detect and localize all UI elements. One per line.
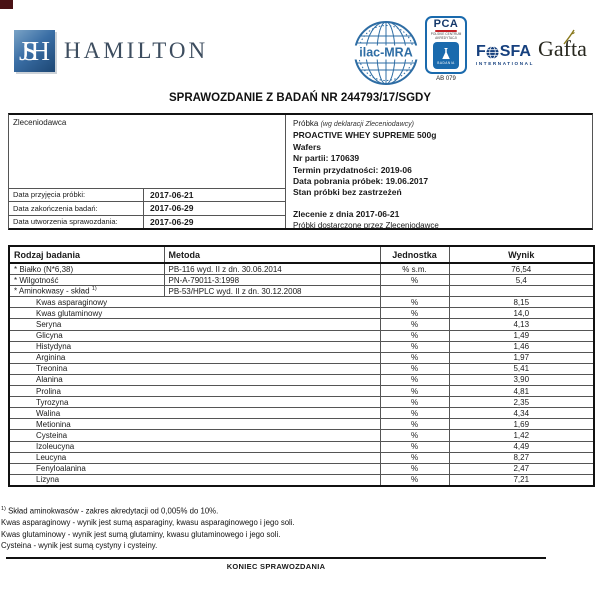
result-cell-text: 2,47: [513, 464, 530, 474]
analysis-name-cell: [9, 441, 380, 452]
fosfa-subtitle: INTERNATIONAL: [476, 61, 534, 66]
sample-collection-date: Data pobrania próbek: 19.06.2017: [293, 176, 429, 187]
date-label: Data utworzenia sprawozdania:: [13, 217, 118, 227]
globe-icon: [486, 46, 499, 59]
analysis-name-cell: [9, 297, 380, 308]
analysis-name-cell-text: Izoleucyna: [36, 442, 75, 452]
unit-cell-text: %: [410, 430, 419, 440]
unit-cell-text: %: [410, 353, 419, 363]
result-cell-text: 8,27: [513, 453, 530, 463]
pca-title: PCA: [433, 18, 459, 30]
sample-label: Próbka: [293, 119, 319, 128]
results-table: [8, 245, 595, 487]
date-label: Data przyjęcia próbki:: [13, 190, 86, 200]
unit-cell: [380, 263, 449, 275]
sample-label-note: (wg deklaracji Zleceniodawcy): [320, 121, 414, 128]
table-row: [9, 286, 594, 297]
date-value: 2017-06-29: [143, 216, 285, 229]
analysis-name-cell: [9, 330, 380, 341]
result-cell-text: 1,49: [513, 331, 530, 341]
footnote-ref: 1): [91, 286, 97, 293]
analysis-name-cell: [9, 430, 380, 441]
sample-expiry: Termin przydatności: 2019-06: [293, 164, 412, 175]
analysis-name-cell-text: Alanina: [36, 375, 63, 385]
unit-cell-text: %: [410, 320, 419, 330]
analysis-name-cell: [9, 352, 380, 363]
date-row: [9, 201, 285, 215]
result-cell: [449, 263, 594, 275]
table-row: [9, 408, 594, 419]
analysis-name-cell: [9, 363, 380, 374]
analysis-name-cell-text: Fenyloalanina: [36, 464, 86, 474]
analysis-name-cell-text: Arginina: [36, 353, 66, 363]
table-row: [9, 263, 594, 275]
unit-cell: [380, 463, 449, 474]
header-unit: Jednostka: [380, 246, 449, 263]
result-cell: [449, 352, 594, 363]
footnote: Kwas asparaginowy - wynik jest sumą asparaginy, kwasu asparaginowego i jego soli.: [1, 518, 295, 528]
date-row: [9, 188, 285, 202]
result-cell: [449, 441, 594, 452]
table-row: [9, 341, 594, 352]
result-cell-text: 4,34: [513, 408, 530, 418]
footnote: Kwas glutaminowy - wynik jest sumą glutaminy, kwasu glutaminowego i jego soli.: [1, 529, 281, 539]
analysis-name-cell: [9, 263, 164, 275]
unit-cell: [380, 474, 449, 486]
unit-cell: [380, 319, 449, 330]
result-cell-text: 8,15: [513, 297, 530, 307]
wheat-stalk-icon: [562, 29, 576, 45]
table-row: [9, 474, 594, 486]
analysis-name-cell-text: Leucyna: [36, 453, 67, 463]
result-cell-text: 1,97: [513, 353, 530, 363]
footnote-marker: 1): [1, 506, 6, 512]
result-cell-text: 4,13: [513, 320, 530, 330]
unit-cell-text: %: [410, 475, 419, 485]
date-label: Data zakończenia badań:: [13, 203, 98, 213]
ilac-mra-stamp-icon: [352, 19, 420, 92]
unit-cell: [380, 419, 449, 430]
gafta-text: Gafta: [538, 36, 587, 61]
result-cell-text: 1,46: [513, 342, 530, 352]
unit-cell-text: %: [410, 297, 419, 307]
jsh-logo-monogram: JSH: [18, 35, 44, 66]
fosfa-suffix: SFA: [499, 43, 531, 60]
analysis-name-cell: [9, 419, 380, 430]
unit-cell-text: %: [410, 397, 419, 407]
date-value: 2017-06-21: [143, 189, 285, 202]
result-cell: [449, 419, 594, 430]
client-label: Zleceniodawca: [13, 118, 67, 127]
results-body: [9, 263, 594, 486]
footnote: Cysteina - wynik jest sumą cystyny i cysteiny.: [1, 541, 158, 551]
table-row: [9, 430, 594, 441]
unit-cell: [380, 363, 449, 374]
result-cell: [449, 463, 594, 474]
analysis-name-cell: [9, 452, 380, 463]
delivery-note: Próbki dostarczone przez Zleceniodawcę: [293, 221, 439, 231]
result-cell-text: 4,49: [513, 442, 530, 452]
analysis-name-cell-text: Glicyna: [36, 331, 63, 341]
result-cell-text: 5,41: [513, 364, 530, 374]
result-cell-text: 1,42: [513, 430, 530, 440]
unit-cell: [380, 297, 449, 308]
analysis-name-cell: [9, 341, 380, 352]
result-cell: [449, 308, 594, 319]
method-cell: [164, 263, 380, 275]
table-row: [9, 330, 594, 341]
unit-cell-text: %: [410, 442, 419, 452]
unit-cell-text: %: [410, 342, 419, 352]
result-cell-text: 76,54: [511, 264, 532, 274]
analysis-name-cell: [9, 463, 380, 474]
company-name: HAMILTON: [64, 38, 209, 63]
unit-cell: [380, 330, 449, 341]
table-row: [9, 352, 594, 363]
method-cell: [164, 286, 380, 297]
analysis-name-cell-text: * Wilgotność: [14, 275, 59, 285]
unit-cell-text: %: [410, 375, 419, 385]
sample-label-line: [293, 118, 592, 130]
unit-cell: [380, 374, 449, 385]
unit-cell: [380, 308, 449, 319]
flask-icon: [440, 47, 452, 61]
order-date: Zlecenie z dnia 2017-06-21: [293, 208, 400, 219]
unit-cell-text: %: [410, 386, 419, 396]
unit-cell-text: %: [410, 275, 419, 285]
table-row: [9, 397, 594, 408]
analysis-name-cell: [9, 386, 380, 397]
result-cell: [449, 341, 594, 352]
table-row: [9, 363, 594, 374]
analysis-name-cell: [9, 319, 380, 330]
method-cell-text: PB-53/HPLC wyd. II z dn. 30.12.2008: [168, 286, 302, 296]
unit-cell: [380, 341, 449, 352]
dates-table: [9, 188, 285, 229]
fosfa-prefix: F: [476, 43, 486, 60]
unit-cell-text: % s.m.: [402, 264, 427, 274]
result-cell: [449, 474, 594, 486]
unit-cell: [380, 408, 449, 419]
jsh-logo-icon: [14, 30, 55, 72]
result-cell-text: 1,69: [513, 419, 530, 429]
table-row: [9, 308, 594, 319]
result-cell-text: 3,90: [513, 375, 530, 385]
analysis-name-cell: [9, 286, 164, 297]
pca-flask-badge: [433, 42, 459, 69]
result-cell: [449, 297, 594, 308]
method-cell: [164, 275, 380, 286]
unit-cell-text: %: [410, 308, 419, 318]
result-cell: [449, 286, 594, 297]
header-method: Metoda: [164, 246, 380, 263]
footnotes: [1, 504, 295, 552]
analysis-name-cell: [9, 408, 380, 419]
table-row: [9, 297, 594, 308]
header-result: Wynik: [449, 246, 594, 263]
analysis-name-cell-text: Walina: [36, 408, 61, 418]
pca-badge-word: BADANIA: [437, 60, 455, 65]
unit-cell-text: %: [410, 364, 419, 374]
unit-cell: [380, 352, 449, 363]
fosfa-logo: [476, 44, 534, 66]
result-cell-text: 7,21: [513, 475, 530, 485]
result-cell: [449, 330, 594, 341]
unit-cell: [380, 275, 449, 286]
analysis-name-cell-text: Kwas glutaminowy: [36, 308, 103, 318]
result-cell: [449, 408, 594, 419]
footnote: [1, 504, 295, 517]
result-cell: [449, 397, 594, 408]
result-cell-text: 2,35: [513, 397, 530, 407]
info-section: [8, 113, 593, 230]
result-cell-text: 5,4: [515, 275, 527, 285]
analysis-name-cell: [9, 397, 380, 408]
analysis-name-cell-text: Tyrozyna: [36, 397, 69, 407]
pca-accreditation-number: AB 079: [436, 76, 456, 82]
sample-type: Wafers: [293, 141, 322, 152]
unit-cell-text: %: [410, 331, 419, 341]
unit-cell-text: %: [410, 408, 419, 418]
date-row: [9, 215, 285, 229]
analysis-name-cell-text: Treonina: [36, 364, 68, 374]
results-header-row: [9, 246, 594, 263]
header-analysis: Rodzaj badania: [9, 246, 164, 263]
result-cell: [449, 275, 594, 286]
table-row: [9, 441, 594, 452]
analysis-name-cell-text: Lizyna: [36, 475, 60, 485]
report-title: SPRAWOZDANIE Z BADAŃ NR 244793/17/SGDY: [168, 92, 431, 104]
gafta-logo: [538, 36, 587, 62]
date-value: 2017-06-29: [143, 202, 285, 215]
result-cell: [449, 319, 594, 330]
analysis-name-cell-text: Metionina: [36, 419, 71, 429]
unit-cell-text: %: [410, 453, 419, 463]
unit-cell-text: %: [410, 419, 419, 429]
client-box: [9, 115, 286, 228]
table-row: [9, 319, 594, 330]
unit-cell-text: %: [410, 464, 419, 474]
unit-cell: [380, 430, 449, 441]
corner-mark: [0, 0, 13, 9]
table-row: [9, 374, 594, 385]
result-cell-text: 14,0: [513, 308, 530, 318]
table-row: [9, 463, 594, 474]
unit-cell: [380, 441, 449, 452]
sample-name: PROACTIVE WHEY SUPREME 500g: [293, 130, 437, 141]
table-row: [9, 419, 594, 430]
analysis-name-cell: [9, 275, 164, 286]
result-cell: [449, 363, 594, 374]
analysis-name-cell: [9, 374, 380, 385]
analysis-name-cell-text: Seryna: [36, 320, 62, 330]
result-cell: [449, 452, 594, 463]
analysis-name-cell-text: * Białko (N*6,38): [14, 264, 74, 274]
table-row: [9, 386, 594, 397]
result-cell-text: 4,81: [513, 386, 530, 396]
result-cell: [449, 386, 594, 397]
sample-batch: Nr partii: 170639: [293, 153, 360, 164]
sample-condition: Stan próbki bez zastrzeżeń: [293, 187, 402, 198]
pca-logo: [423, 16, 469, 82]
result-cell: [449, 430, 594, 441]
analysis-name-cell-text: * Aminokwasy - skład: [14, 287, 90, 297]
sample-box: [287, 115, 592, 231]
unit-cell: [380, 386, 449, 397]
table-row: [9, 452, 594, 463]
footnote-text: Skład aminokwasów - zakres akredytacji od 0,005% do 10%.: [8, 506, 219, 516]
method-cell-text: PB-116 wyd. II z dn. 30.06.2014: [168, 264, 282, 274]
analysis-name-cell-text: Kwas asparaginowy: [36, 297, 108, 307]
analysis-name-cell: [9, 308, 380, 319]
analysis-name-cell: [9, 474, 380, 486]
analysis-name-cell-text: Prolina: [36, 386, 61, 396]
pca-badge-box: [425, 16, 467, 74]
result-cell: [449, 374, 594, 385]
method-cell-text: PN-A-79011-3:1998: [168, 275, 240, 285]
table-row: [9, 275, 594, 286]
analysis-name-cell-text: Histydyna: [36, 342, 72, 352]
unit-cell: [380, 286, 449, 297]
analysis-name-cell-text: Cysteina: [36, 430, 68, 440]
end-of-report: KONIEC SPRAWOZDANIA: [6, 557, 546, 571]
unit-cell: [380, 452, 449, 463]
ilac-mra-text: ilac-MRA: [359, 45, 413, 60]
pca-subtitle: POLSKIE CENTRUM AKREDYTACJI: [430, 32, 462, 40]
unit-cell: [380, 397, 449, 408]
